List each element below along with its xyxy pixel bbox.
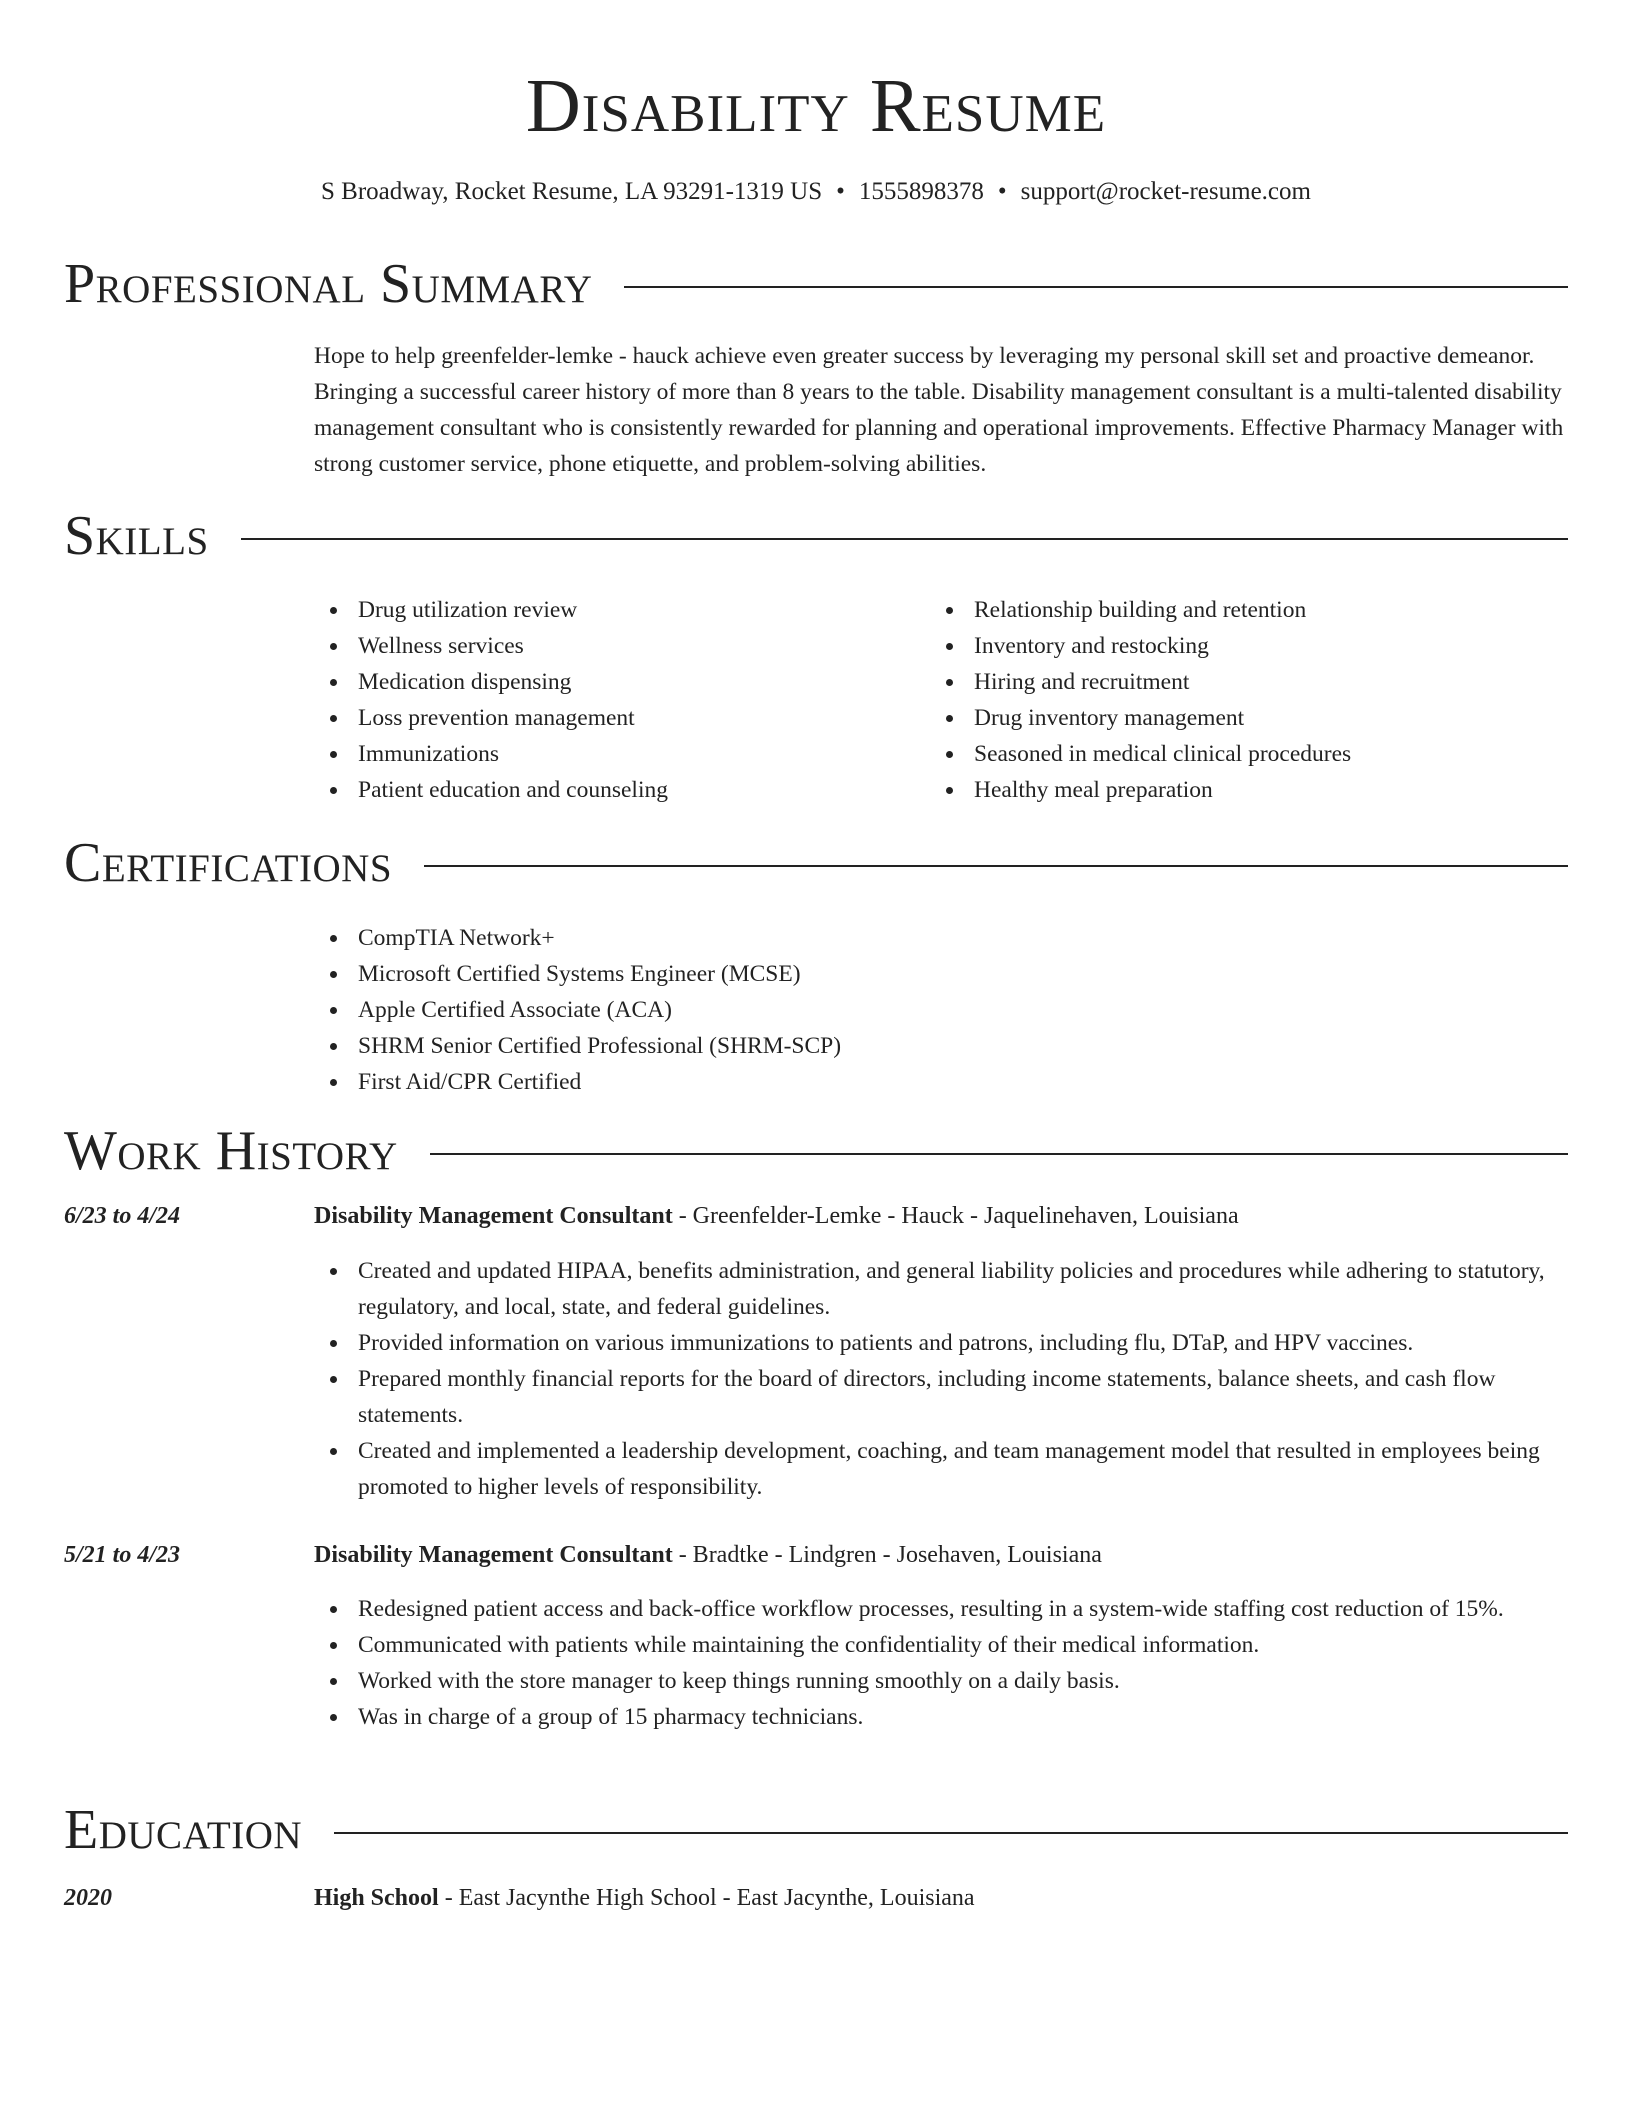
work-entry-employer: - Bradtke - Lindgren - Josehaven, Louisiana: [672, 1542, 1102, 1568]
resume-name: Disability Resume: [525, 64, 1107, 148]
work-entry-dates: 6/23 to 4/24: [64, 1203, 181, 1229]
summary-text: Hope to help greenfelder-lemke - hauck achieve even greater success by leveraging my personal skill set and proactive demeanor. Bringing a successful career history of more than 8 years to the table. Disability management consultant is a multi-talented disability management consultant who is consistently rewarded for planning and operational improvements. Effective Pharmacy Manager with strong customer service, phone etiquette, and problem-solving abilities.: [314, 343, 1564, 477]
section-divider: [624, 286, 1568, 288]
work-entry-bullets: [314, 1253, 1568, 1505]
skill-item: Seasoned in medical clinical procedures: [930, 736, 1570, 772]
section-header-skills: [64, 504, 1568, 568]
section-header-summary: [64, 252, 1568, 316]
work-bullet: Prepared monthly financial reports for the board of directors, including income statements, balance sheets, and cash flow statements.: [314, 1361, 1568, 1433]
section-title-education: Education: [64, 1799, 303, 1861]
work-bullet: Communicated with patients while maintaining the confidentiality of their medical information.: [314, 1627, 1568, 1663]
skill-item: Hiring and recruitment: [930, 664, 1570, 700]
section-title-skills: Skills: [64, 505, 209, 567]
work-entry-bullets: [314, 1591, 1568, 1735]
contact-line: [0, 174, 1632, 210]
certification-item: First Aid/CPR Certified: [314, 1064, 1314, 1100]
contact-separator: •: [836, 178, 845, 205]
skill-item: Healthy meal preparation: [930, 772, 1570, 808]
skill-item: Loss prevention management: [314, 700, 914, 736]
certification-item: Apple Certified Associate (ACA): [314, 992, 1314, 1028]
education-entry-degree: High School: [314, 1885, 439, 1911]
section-divider: [334, 1832, 1568, 1834]
skill-item: Drug utilization review: [314, 592, 914, 628]
work-entry-title: [314, 1198, 1568, 1234]
section-header-work: [64, 1119, 1568, 1183]
contact-separator: •: [997, 178, 1007, 205]
skill-item: Medication dispensing: [314, 664, 914, 700]
certification-item: Microsoft Certified Systems Engineer (MCSE): [314, 956, 1314, 992]
education-entry-year: 2020: [64, 1885, 112, 1911]
work-bullet: Created and implemented a leadership development, coaching, and team management model that resulted in employees being promoted to higher levels of responsibility.: [314, 1433, 1568, 1505]
certification-item: SHRM Senior Certified Professional (SHRM-SCP): [314, 1028, 1314, 1064]
education-entry-title: [314, 1880, 1568, 1916]
section-header-certifications: [64, 831, 1568, 895]
section-title-work: Work History: [64, 1120, 398, 1182]
contact-phone: 1555898378: [858, 178, 984, 205]
work-bullet: Worked with the store manager to keep things running smoothly on a daily basis.: [314, 1663, 1568, 1699]
contact-address: S Broadway, Rocket Resume, LA 93291-1319 US: [321, 178, 823, 205]
skills-list-right: [930, 592, 1570, 808]
skill-item: Relationship building and retention: [930, 592, 1570, 628]
section-title-summary: Professional Summary: [64, 253, 593, 315]
certifications-list: [314, 920, 1314, 1100]
work-entry-role: Disability Management Consultant: [314, 1542, 673, 1568]
work-bullet: Created and updated HIPAA, benefits administration, and general liability policies and procedures while adhering to statutory, regulatory, and local, state, and federal guidelines.: [314, 1253, 1568, 1325]
skills-list-left: [314, 592, 914, 808]
section-divider: [430, 1153, 1568, 1155]
section-title-certifications: Certifications: [64, 832, 393, 894]
section-divider: [424, 865, 1568, 867]
section-header-education: [64, 1798, 1568, 1862]
skill-item: Immunizations: [314, 736, 914, 772]
education-entry-school: - East Jacynthe High School - East Jacynthe, Louisiana: [438, 1885, 975, 1911]
work-bullet: Redesigned patient access and back-office workflow processes, resulting in a system-wide staffing cost reduction of 15%.: [314, 1591, 1568, 1627]
work-entry-employer: - Greenfelder-Lemke - Hauck - Jaquelinehaven, Louisiana: [672, 1203, 1239, 1229]
skill-item: Patient education and counseling: [314, 772, 914, 808]
skill-item: Wellness services: [314, 628, 914, 664]
work-bullet: Provided information on various immunizations to patients and patrons, including flu, DTaP, and HPV vaccines.: [314, 1325, 1568, 1361]
skill-item: Drug inventory management: [930, 700, 1570, 736]
skill-item: Inventory and restocking: [930, 628, 1570, 664]
certification-item: CompTIA Network+: [314, 920, 1314, 956]
work-entry-title: [314, 1537, 1568, 1573]
work-entry-role: Disability Management Consultant: [314, 1203, 673, 1229]
work-entry-dates: 5/21 to 4/23: [64, 1542, 181, 1568]
work-bullet: Was in charge of a group of 15 pharmacy technicians.: [314, 1699, 1568, 1735]
section-divider: [241, 538, 1568, 540]
contact-email: support@rocket-resume.com: [1020, 178, 1311, 205]
